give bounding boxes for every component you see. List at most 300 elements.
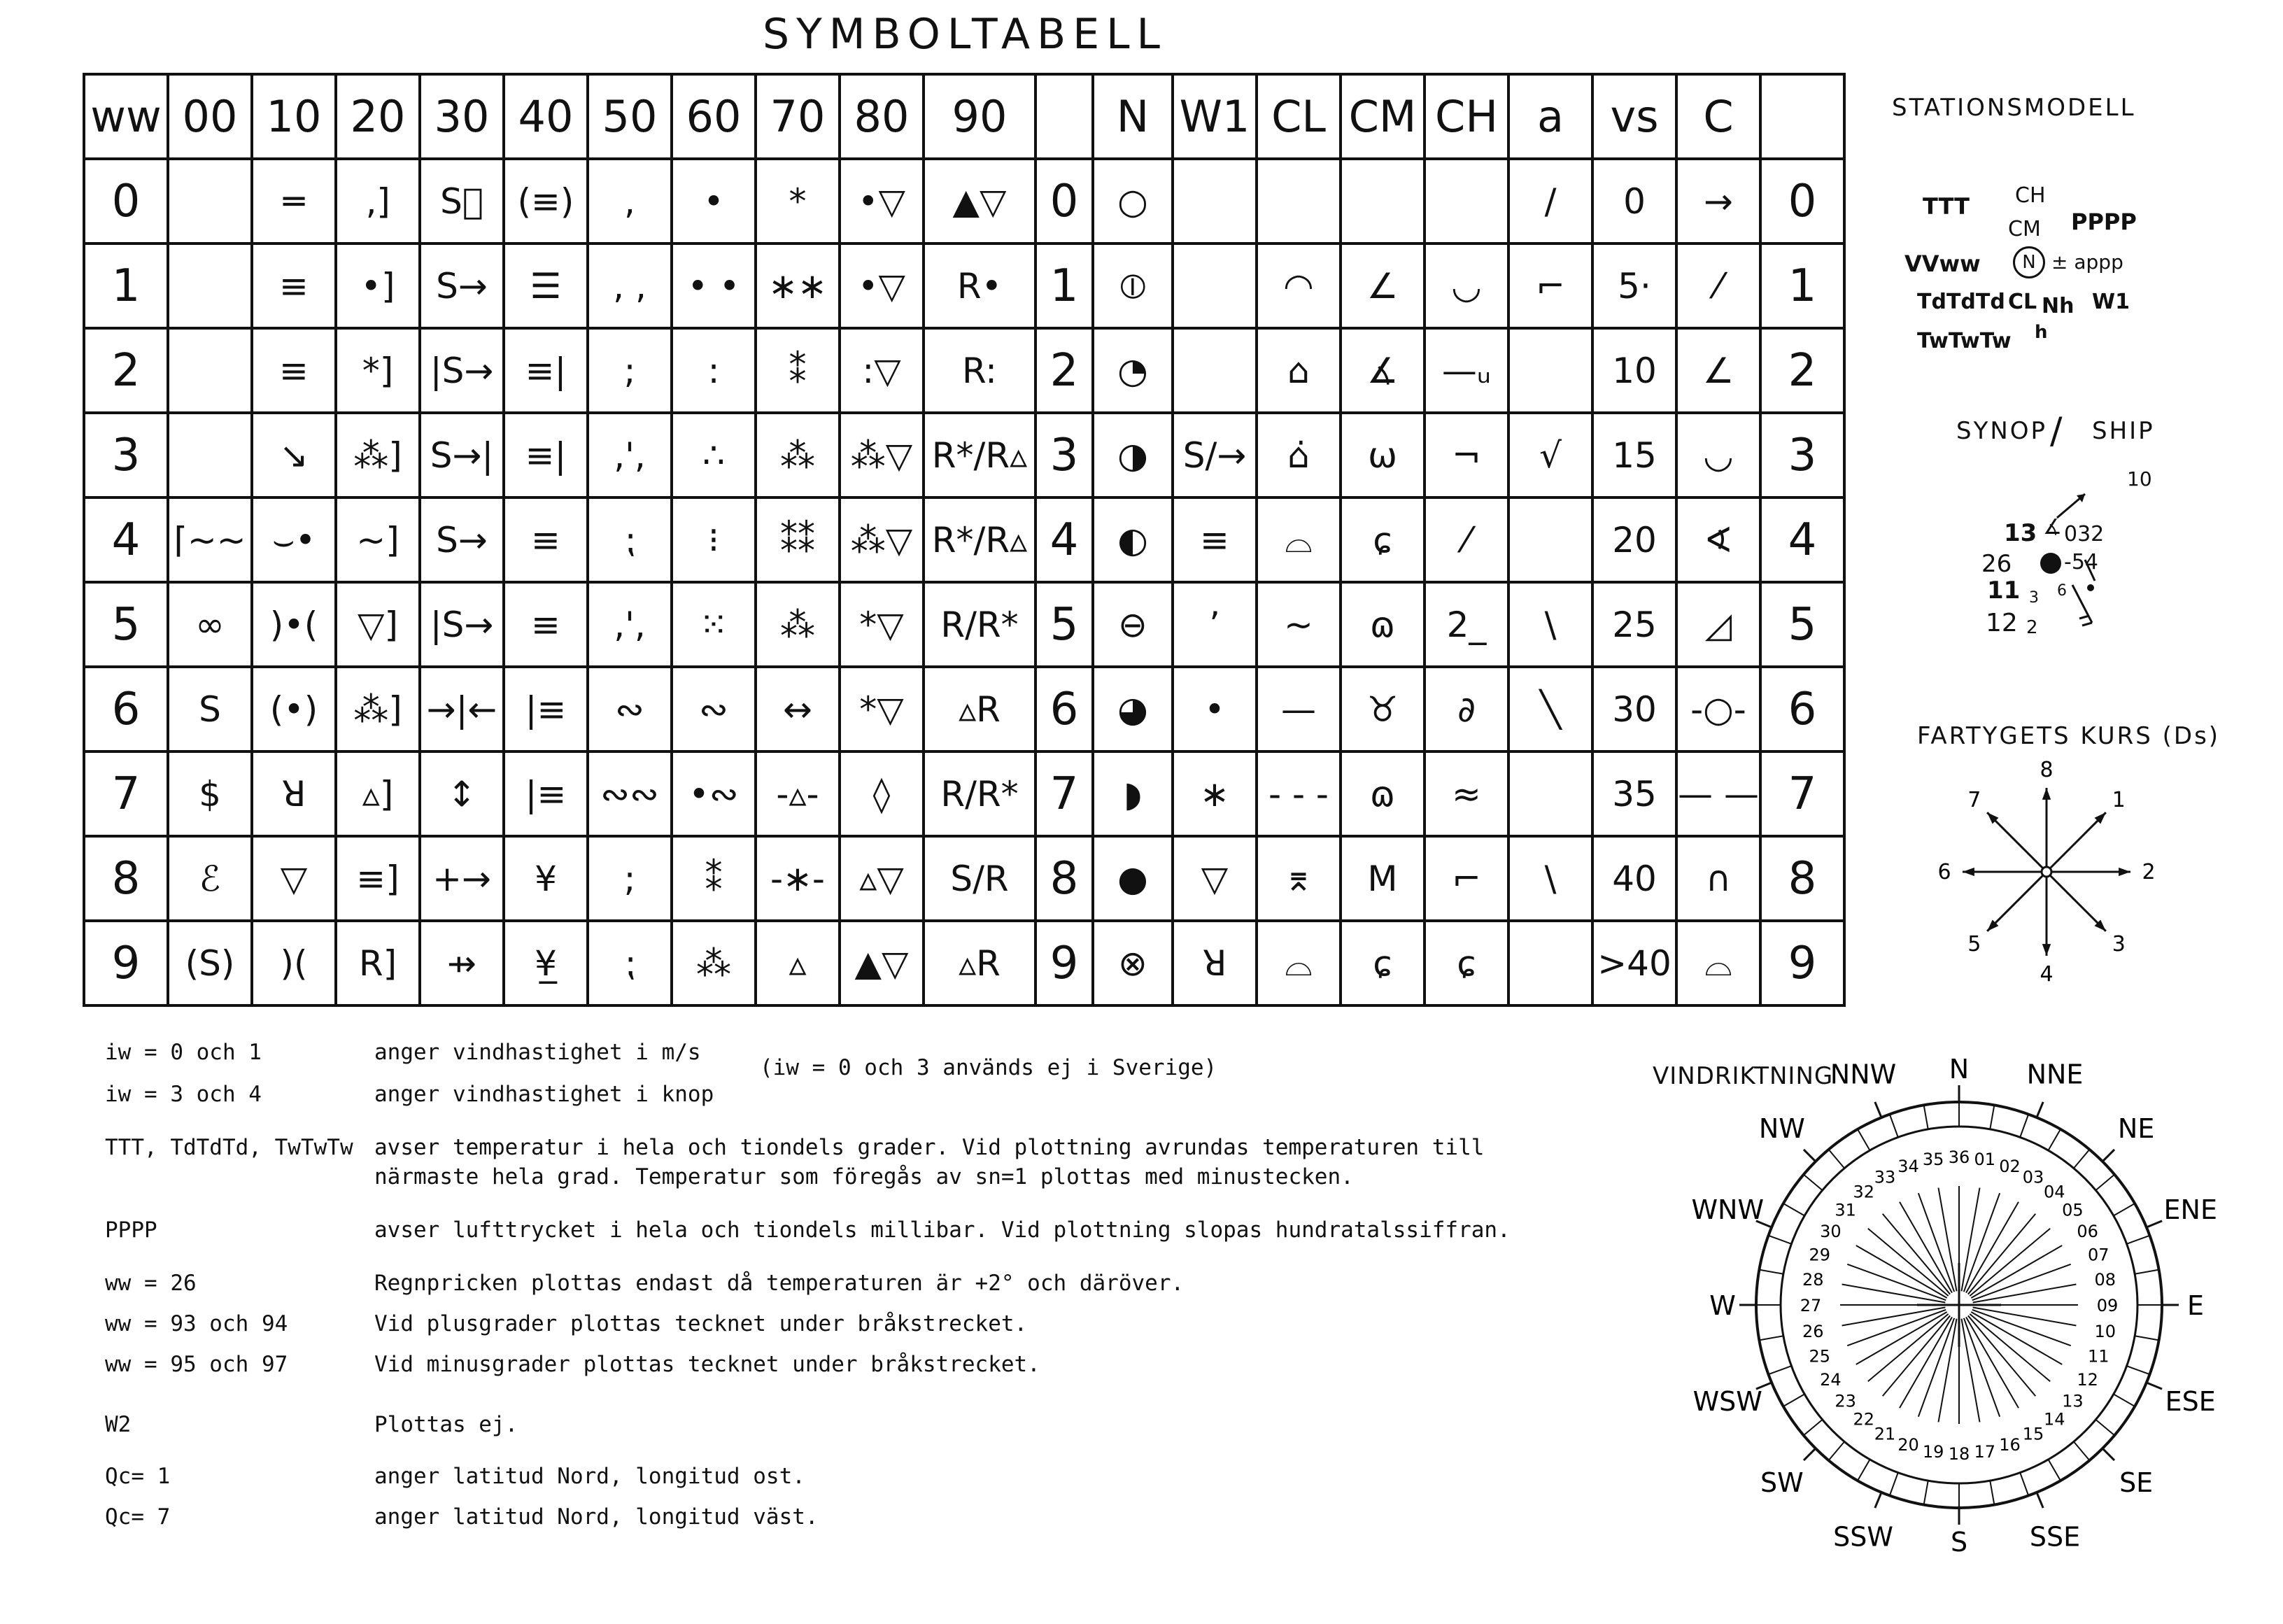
symbol-cell: ▽ <box>1173 836 1257 921</box>
compass-tick <box>1804 1150 1816 1161</box>
symbol-cell: ⌐ <box>1508 243 1592 328</box>
symbol-cell: *▽ <box>840 582 924 667</box>
wind-tick <box>2127 1236 2150 1244</box>
wind-degree-label: 13 <box>2062 1391 2084 1411</box>
wind-degree-label: 32 <box>1853 1182 1875 1202</box>
symbol-cell: \ <box>1508 582 1592 667</box>
twtwtw-label: TwTwTw <box>1917 329 2012 353</box>
symbol-cell: ,', <box>588 582 672 667</box>
symbol-cell: ~ <box>1257 582 1341 667</box>
symbol-cell: )( <box>252 921 336 1005</box>
note-key: TTT, TdTdTd, TwTwTw <box>105 1135 353 1160</box>
symbol-cell: ⁑ <box>672 836 756 921</box>
table-header-row <box>84 74 1844 159</box>
symbol-cell: ⌓ <box>1676 921 1760 1005</box>
symbol-cell <box>168 328 252 413</box>
symbol-cell: R] <box>336 921 420 1005</box>
note-text: avser temperatur i hela och tiondels grader. Vid plottning avrundas temperaturen till <box>374 1135 1485 1160</box>
wind-heading: VINDRIKTNING <box>1653 1062 1834 1090</box>
wind-tick <box>1924 1105 1928 1129</box>
table-row <box>84 751 1844 836</box>
symbol-cell: +→ <box>420 836 504 921</box>
note-text: anger vindhastighet i m/s <box>374 1040 701 1065</box>
compass-label: W <box>1709 1290 1736 1321</box>
wind-ray <box>1973 1284 2077 1302</box>
symbol-cell: ▵] <box>336 751 420 836</box>
symbol-cell: 4 <box>84 497 168 582</box>
symbol-cell: •▽ <box>840 243 924 328</box>
symbol-cell: 2_ <box>1425 582 1508 667</box>
course-heading: FARTYGETS KURS (Ds) <box>1917 722 2221 750</box>
header-cell: ww <box>84 74 168 159</box>
symbol-cell <box>168 159 252 243</box>
header-cell-blank <box>1036 74 1093 159</box>
compass-tick <box>1804 1448 1816 1460</box>
wind-degree-label: 36 <box>1948 1148 1970 1167</box>
symbol-cell: ◑ <box>1093 413 1173 497</box>
wind-rose <box>1651 1054 2217 1558</box>
synop-value-032: 032 <box>2064 522 2105 546</box>
symbol-cell: R: <box>924 328 1036 413</box>
table-row <box>84 413 1844 497</box>
header-cell: 50 <box>588 74 672 159</box>
wind-tick <box>1759 1336 1783 1340</box>
compass-tick <box>2147 1383 2162 1389</box>
compass-tick <box>2037 1102 2043 1117</box>
symbol-cell: ═ <box>252 159 336 243</box>
symbol-cell: ▵R <box>924 667 1036 751</box>
wind-tick <box>2135 1336 2158 1340</box>
course-label: 3 <box>2112 932 2126 957</box>
symbol-cell: R• <box>924 243 1036 328</box>
symbol-cell: ▵R <box>924 921 1036 1005</box>
symbol-cell: ⁂ <box>672 921 756 1005</box>
wind-tick <box>1858 1460 1870 1481</box>
row-number-cell: 9 <box>1036 921 1093 1005</box>
wind-degree-label: 05 <box>2062 1200 2084 1220</box>
note-text-continued: närmaste hela grad. Temperatur som föregås av sn=1 plottas med minustecken. <box>374 1164 1354 1189</box>
wind-degree-label: 08 <box>2094 1270 2116 1290</box>
symbol-cell: — <box>1257 667 1341 751</box>
wind-degree-label: 14 <box>2043 1409 2065 1429</box>
symbol-cell: ⁂ <box>756 582 840 667</box>
compass-label: NE <box>2117 1113 2155 1144</box>
header-cell: 00 <box>168 74 252 159</box>
symbol-cell: ꓤ <box>252 751 336 836</box>
compass-label: ESE <box>2165 1386 2216 1418</box>
row-number-cell: 0 <box>1036 159 1093 243</box>
symbol-cell: 35 <box>1592 751 1676 836</box>
wind-tick <box>1990 1481 1994 1504</box>
symbol-cell: ▽ <box>252 836 336 921</box>
symbol-cell: ▲▽ <box>840 921 924 1005</box>
course-arrow <box>2047 872 2106 931</box>
h-label: h <box>2035 322 2048 343</box>
symbol-cell: ▲▽ <box>924 159 1036 243</box>
symbol-cell: ↕ <box>420 751 504 836</box>
w1-label: W1 <box>2092 290 2130 314</box>
row-number-cell: 9 <box>1760 921 1844 1005</box>
symbol-cell: ⌂̇ <box>1257 413 1341 497</box>
note-key: iw = 3 och 4 <box>105 1082 262 1107</box>
symbol-cell: 1 <box>84 243 168 328</box>
symbol-cell: → <box>1676 159 1760 243</box>
wind-degree-label: 20 <box>1897 1435 1919 1455</box>
symbol-cell: ⌂ <box>1257 328 1341 413</box>
symbol-cell: ≡ <box>1173 497 1257 582</box>
symbol-cell: • <box>1173 667 1257 751</box>
wind-tick <box>1768 1366 1791 1374</box>
symbol-cell <box>168 413 252 497</box>
symbol-cell: ⁂▽ <box>840 497 924 582</box>
header-cell: CH <box>1425 74 1508 159</box>
wind-tick <box>2135 1270 2158 1274</box>
header-cell: 80 <box>840 74 924 159</box>
wind-tick <box>2020 1473 2028 1496</box>
symbol-cell: ¥̲ <box>504 921 588 1005</box>
wind-degree-label: 30 <box>1820 1222 1842 1241</box>
table-row <box>84 328 1844 413</box>
wind-degree-label: 12 <box>2077 1370 2098 1390</box>
compass-label: SE <box>2119 1467 2154 1499</box>
symbol-cell: ꓤ <box>1173 921 1257 1005</box>
symbol-cell: —ᵤ <box>1425 328 1508 413</box>
symbol-cell <box>1508 751 1592 836</box>
header-cell: 10 <box>252 74 336 159</box>
header-cell-blank <box>1760 74 1844 159</box>
compass-label: SSW <box>1833 1521 1893 1553</box>
course-arrowhead <box>2042 944 2051 956</box>
wind-degree-label: 26 <box>1802 1321 1824 1341</box>
table-row <box>84 921 1844 1005</box>
compass-label: N <box>1949 1054 1970 1085</box>
note-text: avser lufttrycket i hela och tiondels millibar. Vid plottning slopas hundratalssiffran. <box>374 1217 1511 1243</box>
symbol-cell: ⌆ <box>1257 836 1341 921</box>
compass-label: ENE <box>2163 1194 2217 1225</box>
symbol-cell: ‑▵‑ <box>756 751 840 836</box>
wind-ray <box>1938 1319 1956 1422</box>
note-key: iw = 0 och 1 <box>105 1040 262 1065</box>
symbol-cell: ⁏ <box>588 921 672 1005</box>
vvww-label: VVww <box>1904 250 1981 277</box>
note-text: anger vindhastighet i knop <box>374 1082 714 1107</box>
symbol-cell: 8 <box>84 836 168 921</box>
wind-degree-label: 15 <box>2022 1424 2044 1444</box>
symbol-cell: ⌣• <box>252 497 336 582</box>
course-arrowhead <box>2042 788 2051 800</box>
wind-tick <box>2074 1150 2089 1168</box>
symbol-cell: ω <box>1341 413 1425 497</box>
symbol-cell <box>1257 159 1341 243</box>
symbol-cell: ▽] <box>336 582 420 667</box>
symbol-cell: ⁄ <box>1676 243 1760 328</box>
row-number-cell: 7 <box>1760 751 1844 836</box>
symbol-cell: :▽ <box>840 328 924 413</box>
wind-ray <box>1961 1319 1979 1422</box>
tdtdtd-label: TdTdTd <box>1917 290 2005 314</box>
symbol-cell: →|← <box>420 667 504 751</box>
symbol-cell: ▵▽ <box>840 836 924 921</box>
row-number-cell: 0 <box>1760 159 1844 243</box>
symbol-cell: 10 <box>1592 328 1676 413</box>
compass-label: NNE <box>2026 1059 2084 1090</box>
wind-ray <box>1842 1307 1946 1325</box>
symbol-cell <box>1508 497 1592 582</box>
symbol-cell: S⃥ <box>420 159 504 243</box>
header-cell: 90 <box>924 74 1036 159</box>
symbol-cell: ≡| <box>504 413 588 497</box>
compass-label: NNW <box>1830 1059 1897 1090</box>
wind-degree-label: 29 <box>1809 1245 1831 1265</box>
wind-degree-label: 17 <box>1974 1441 1996 1462</box>
wind-degree-label: 34 <box>1897 1156 1919 1176</box>
symbol-cell: ⁑⁑ <box>756 497 840 582</box>
header-cell: 70 <box>756 74 840 159</box>
row-number-cell: 4 <box>1760 497 1844 582</box>
wind-degree-label: 18 <box>1948 1444 1970 1464</box>
synop-value-10: 10 <box>2127 467 2152 490</box>
symbol-cell: ¥ <box>504 836 588 921</box>
symbol-cell: ∾ <box>588 667 672 751</box>
symbol-cell: ¬ <box>1425 413 1508 497</box>
header-cell: C <box>1676 74 1760 159</box>
wind-degree-label: 07 <box>2087 1245 2109 1265</box>
pppp-label: PPPP <box>2071 209 2137 235</box>
wind-degree-label: 35 <box>1922 1150 1944 1170</box>
symbol-cell: *] <box>336 328 420 413</box>
symbol-cell: |S→ <box>420 582 504 667</box>
symbol-cell: 5 <box>84 582 168 667</box>
wind-degree-label: 28 <box>1802 1270 1824 1290</box>
row-number-cell: 5 <box>1036 582 1093 667</box>
symbol-cell: ⇸ <box>420 921 504 1005</box>
table-row <box>84 582 1844 667</box>
symbol-cell: ℰ <box>168 836 252 921</box>
header-cell: CL <box>1257 74 1341 159</box>
symbol-cell: 2 <box>84 328 168 413</box>
symbol-cell: >40 <box>1592 921 1676 1005</box>
row-number-cell: 3 <box>1760 413 1844 497</box>
header-cell: 30 <box>420 74 504 159</box>
wind-degree-label: 31 <box>1835 1200 1856 1220</box>
wind-tick <box>1804 1420 1823 1435</box>
wind-tick <box>1783 1394 1804 1407</box>
wind-degree-label: 19 <box>1922 1441 1944 1462</box>
symbol-cell: R/R* <box>924 751 1036 836</box>
symbol-cell: ≈ <box>1425 751 1508 836</box>
wind-tick <box>1783 1203 1804 1216</box>
n-circle: N <box>2013 246 2045 278</box>
symbol-cell: 7 <box>84 751 168 836</box>
symbol-cell: ~] <box>336 497 420 582</box>
symbol-cell: ’ <box>1173 582 1257 667</box>
wind-tick <box>1768 1236 1791 1244</box>
symbol-cell: ∴ <box>672 413 756 497</box>
wind-degree-label: 04 <box>2043 1182 2065 1202</box>
header-cell: a <box>1508 74 1592 159</box>
wind-ray <box>1961 1188 1979 1292</box>
note-text: anger latitud Nord, longitud väst. <box>374 1504 819 1530</box>
symbol-cell: ⁏ <box>588 497 672 582</box>
header-cell: 40 <box>504 74 588 159</box>
symbol-cell: S/R <box>924 836 1036 921</box>
symbol-cell: )•( <box>252 582 336 667</box>
compass-tick <box>1875 1492 1881 1508</box>
wind-degree-label: 01 <box>1974 1150 1996 1170</box>
symbol-cell: 5· <box>1592 243 1676 328</box>
symbol-cell: ● <box>1093 836 1173 921</box>
note-text: Plottas ej. <box>374 1412 518 1437</box>
symbol-cell: ∞ <box>168 582 252 667</box>
symbol-cell: ≡ <box>252 328 336 413</box>
symbol-cell: , <box>588 159 672 243</box>
symbol-cell: ∗ <box>1173 751 1257 836</box>
header-cell: W1 <box>1173 74 1257 159</box>
symbol-cell: (S) <box>168 921 252 1005</box>
row-number-cell: 5 <box>1760 582 1844 667</box>
symbol-cell: ◡ <box>1676 413 1760 497</box>
appp-label: ± appp <box>2051 250 2123 274</box>
table-row <box>84 497 1844 582</box>
note-text: Vid plusgrader plottas tecknet under bråkstrecket. <box>374 1311 1028 1336</box>
row-number-cell: 3 <box>1036 413 1093 497</box>
symbol-cell: R/R* <box>924 582 1036 667</box>
symbol-cell: √ <box>1508 413 1592 497</box>
cl-label: CL <box>2008 290 2037 314</box>
wind-degree-label: 16 <box>1999 1435 2021 1455</box>
course-label: 8 <box>2040 758 2054 782</box>
symbol-cell: 6 <box>84 667 168 751</box>
table-row <box>84 243 1844 328</box>
symbol-cell: ☰ <box>504 243 588 328</box>
course-arrow <box>1987 812 2047 872</box>
symbol-cell: ⁙ <box>672 582 756 667</box>
symbol-cell: 3 <box>84 413 168 497</box>
symbol-cell: *▽ <box>840 667 924 751</box>
row-number-cell: 1 <box>1760 243 1844 328</box>
symbol-cell: : <box>672 328 756 413</box>
wind-tick <box>1759 1270 1783 1274</box>
course-arrow <box>2047 812 2106 872</box>
synop-value-3: 3 <box>2029 589 2039 607</box>
symbol-cell: ⌈~~ <box>168 497 252 582</box>
symbol-cell: |≡ <box>504 751 588 836</box>
course-arrowhead <box>1963 868 1974 876</box>
symbol-cell: - - - <box>1257 751 1341 836</box>
symbol-cell: ɷ <box>1341 582 1425 667</box>
wind-degree-label: 23 <box>1835 1391 1856 1411</box>
wind-degree-label: 09 <box>2096 1296 2119 1315</box>
symbol-cell: ◠ <box>1257 243 1341 328</box>
wind-ray <box>1938 1188 1956 1292</box>
header-cell: vs <box>1592 74 1676 159</box>
symbol-cell: ∩ <box>1676 836 1760 921</box>
wind-ray <box>1973 1307 2077 1325</box>
symbol-cell: ‑∗‑ <box>756 836 840 921</box>
wind-degree-label: 06 <box>2077 1222 2098 1241</box>
symbol-cell: ∗∗ <box>756 243 840 328</box>
symbol-cell: ‚] <box>336 159 420 243</box>
course-label: 5 <box>1967 932 1981 957</box>
symbol-cell: * <box>756 159 840 243</box>
symbol-cell: 20 <box>1592 497 1676 582</box>
symbol-cell: (≡) <box>504 159 588 243</box>
side-note: (iw = 0 och 3 används ej i Sverige) <box>760 1055 1217 1080</box>
ship-heading: SHIP <box>2092 417 2155 445</box>
note-text: Regnpricken plottas endast då temperaturen är +2° och däröver. <box>374 1271 1185 1296</box>
symbol-cell: ∂ <box>1425 667 1508 751</box>
symbol-cell: ∡ <box>1341 328 1425 413</box>
synop-value-12: 12 <box>1986 609 2018 637</box>
compass-label: WSW <box>1692 1386 1762 1418</box>
synop-value-2: 2 <box>2026 617 2038 638</box>
symbol-table <box>83 73 1846 1007</box>
note-key: ww = 95 och 97 <box>105 1352 288 1377</box>
symbol-cell: \ <box>1508 836 1592 921</box>
symbol-cell: •∾ <box>672 751 756 836</box>
wind-tick <box>2020 1114 2028 1137</box>
symbol-cell: ; <box>588 836 672 921</box>
wind-degree-label: 03 <box>2022 1167 2044 1187</box>
symbol-cell: ◔ <box>1093 328 1173 413</box>
symbol-cell: S→| <box>420 413 504 497</box>
compass-label: SSE <box>2029 1521 2081 1553</box>
wind-tick <box>1890 1114 1898 1137</box>
course-label: 7 <box>1967 787 1981 812</box>
synop-value-13: 13 <box>2004 519 2037 547</box>
slash-divider: / <box>2050 410 2063 452</box>
symbol-cell: R*/R▵ <box>924 413 1036 497</box>
symbol-cell <box>1341 159 1425 243</box>
row-number-cell: 8 <box>1036 836 1093 921</box>
symbol-cell: ◊ <box>840 751 924 836</box>
symbol-cell: ◿ <box>1676 582 1760 667</box>
wind-ray <box>1842 1284 1946 1302</box>
course-label: 4 <box>2040 962 2054 987</box>
row-number-cell: 2 <box>1760 328 1844 413</box>
note-key: W2 <box>105 1412 132 1437</box>
station-model-heading: STATIONSMODELL <box>1892 94 2136 122</box>
table-row <box>84 667 1844 751</box>
wind-tick <box>1890 1473 1898 1496</box>
note-text: Vid minusgrader plottas tecknet under bråkstrecket. <box>374 1352 1040 1377</box>
wind-degree-label: 10 <box>2094 1321 2116 1341</box>
symbol-cell <box>1173 243 1257 328</box>
symbol-cell: S/→ <box>1173 413 1257 497</box>
wind-tick <box>2114 1203 2135 1216</box>
wind-tick <box>2127 1366 2150 1374</box>
symbol-cell: ⌐ <box>1425 836 1508 921</box>
synop-value-26: 26 <box>1981 550 2012 578</box>
compass-tick <box>2147 1221 2162 1227</box>
header-cell: CM <box>1341 74 1425 159</box>
symbol-cell: ⊖ <box>1093 582 1173 667</box>
synop-cm-symbol: ∡ <box>2043 515 2062 539</box>
course-label: 1 <box>2112 787 2126 812</box>
wind-tick <box>1804 1175 1823 1190</box>
row-number-cell: 7 <box>1036 751 1093 836</box>
wind-tick <box>2074 1441 2089 1460</box>
note-text: anger latitud Nord, longitud ost. <box>374 1464 805 1489</box>
symbol-cell <box>1508 328 1592 413</box>
symbol-cell: ⁂] <box>336 667 420 751</box>
symbol-cell: ↔ <box>756 667 840 751</box>
header-cell: 20 <box>336 74 420 159</box>
wind-tick <box>1990 1105 1994 1129</box>
row-number-cell: 2 <box>1036 328 1093 413</box>
course-diagram <box>1931 760 2162 991</box>
symbol-cell: ◐ <box>1093 497 1173 582</box>
